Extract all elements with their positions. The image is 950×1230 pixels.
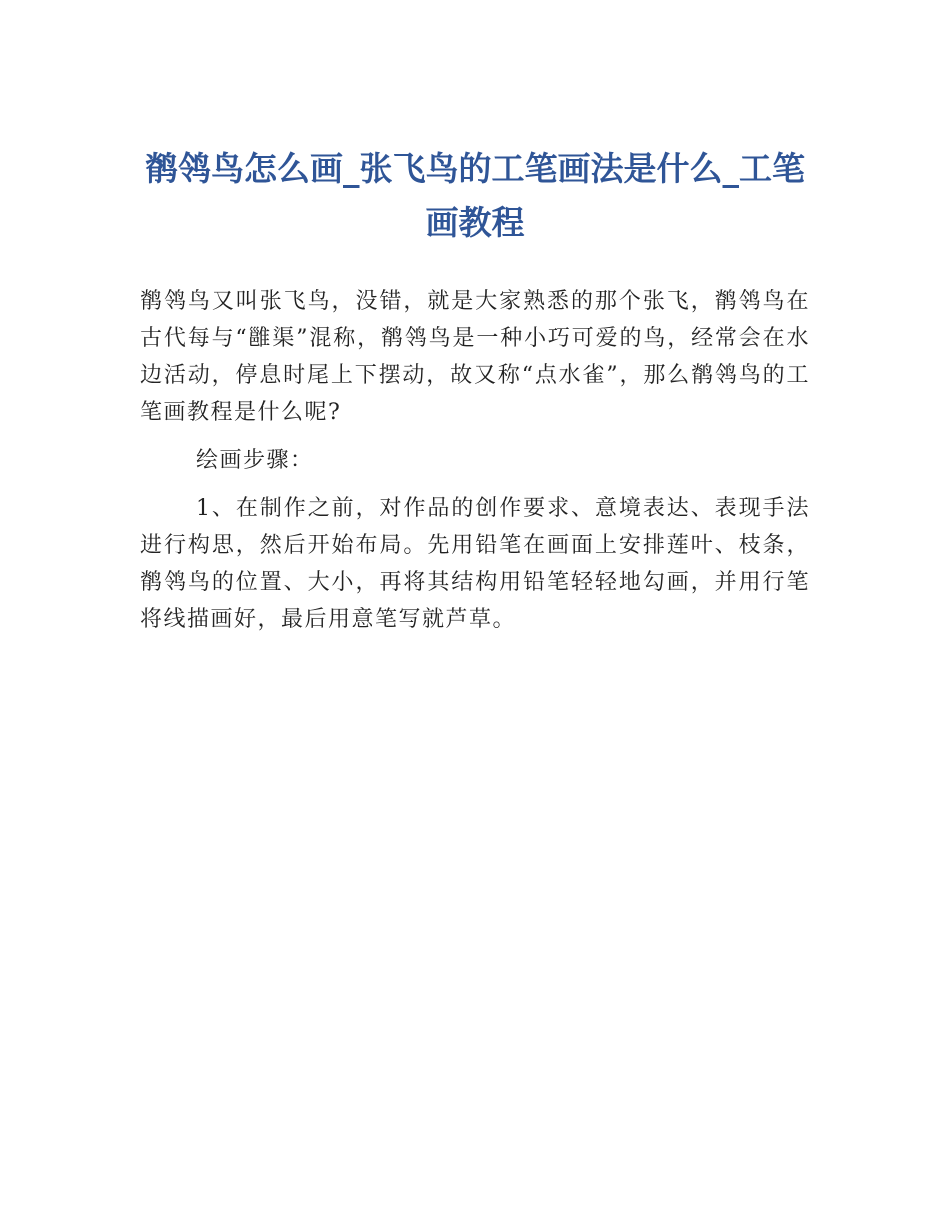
document-title: 鹡鸰鸟怎么画_张飞鸟的工笔画法是什么_工笔画教程: [145, 149, 805, 242]
step-1-paragraph: 1、在制作之前，对作品的创作要求、意境表达、表现手法进行构思，然后开始布局。先用铅笔在画面上安排莲叶、枝条，鹡鸰鸟的位置、大小，再将其结构用铅笔轻轻地勾画，并用行笔将线描画好，最后用意笔写就芦草。: [140, 496, 810, 632]
intro-paragraph: 鹡鸰鸟又叫张飞鸟，没错，就是大家熟悉的那个张飞，鹡鸰鸟在古代每与“雝渠”混称，鹡鸰鸟是一种小巧可爱的鸟，经常会在水边活动，停息时尾上下摆动，故又称“点水雀”，那么鹡鸰鸟的工笔画教程是什么呢?: [140, 289, 810, 425]
document-body: [140, 283, 810, 649]
steps-heading: 绘画步骤：: [196, 448, 314, 473]
